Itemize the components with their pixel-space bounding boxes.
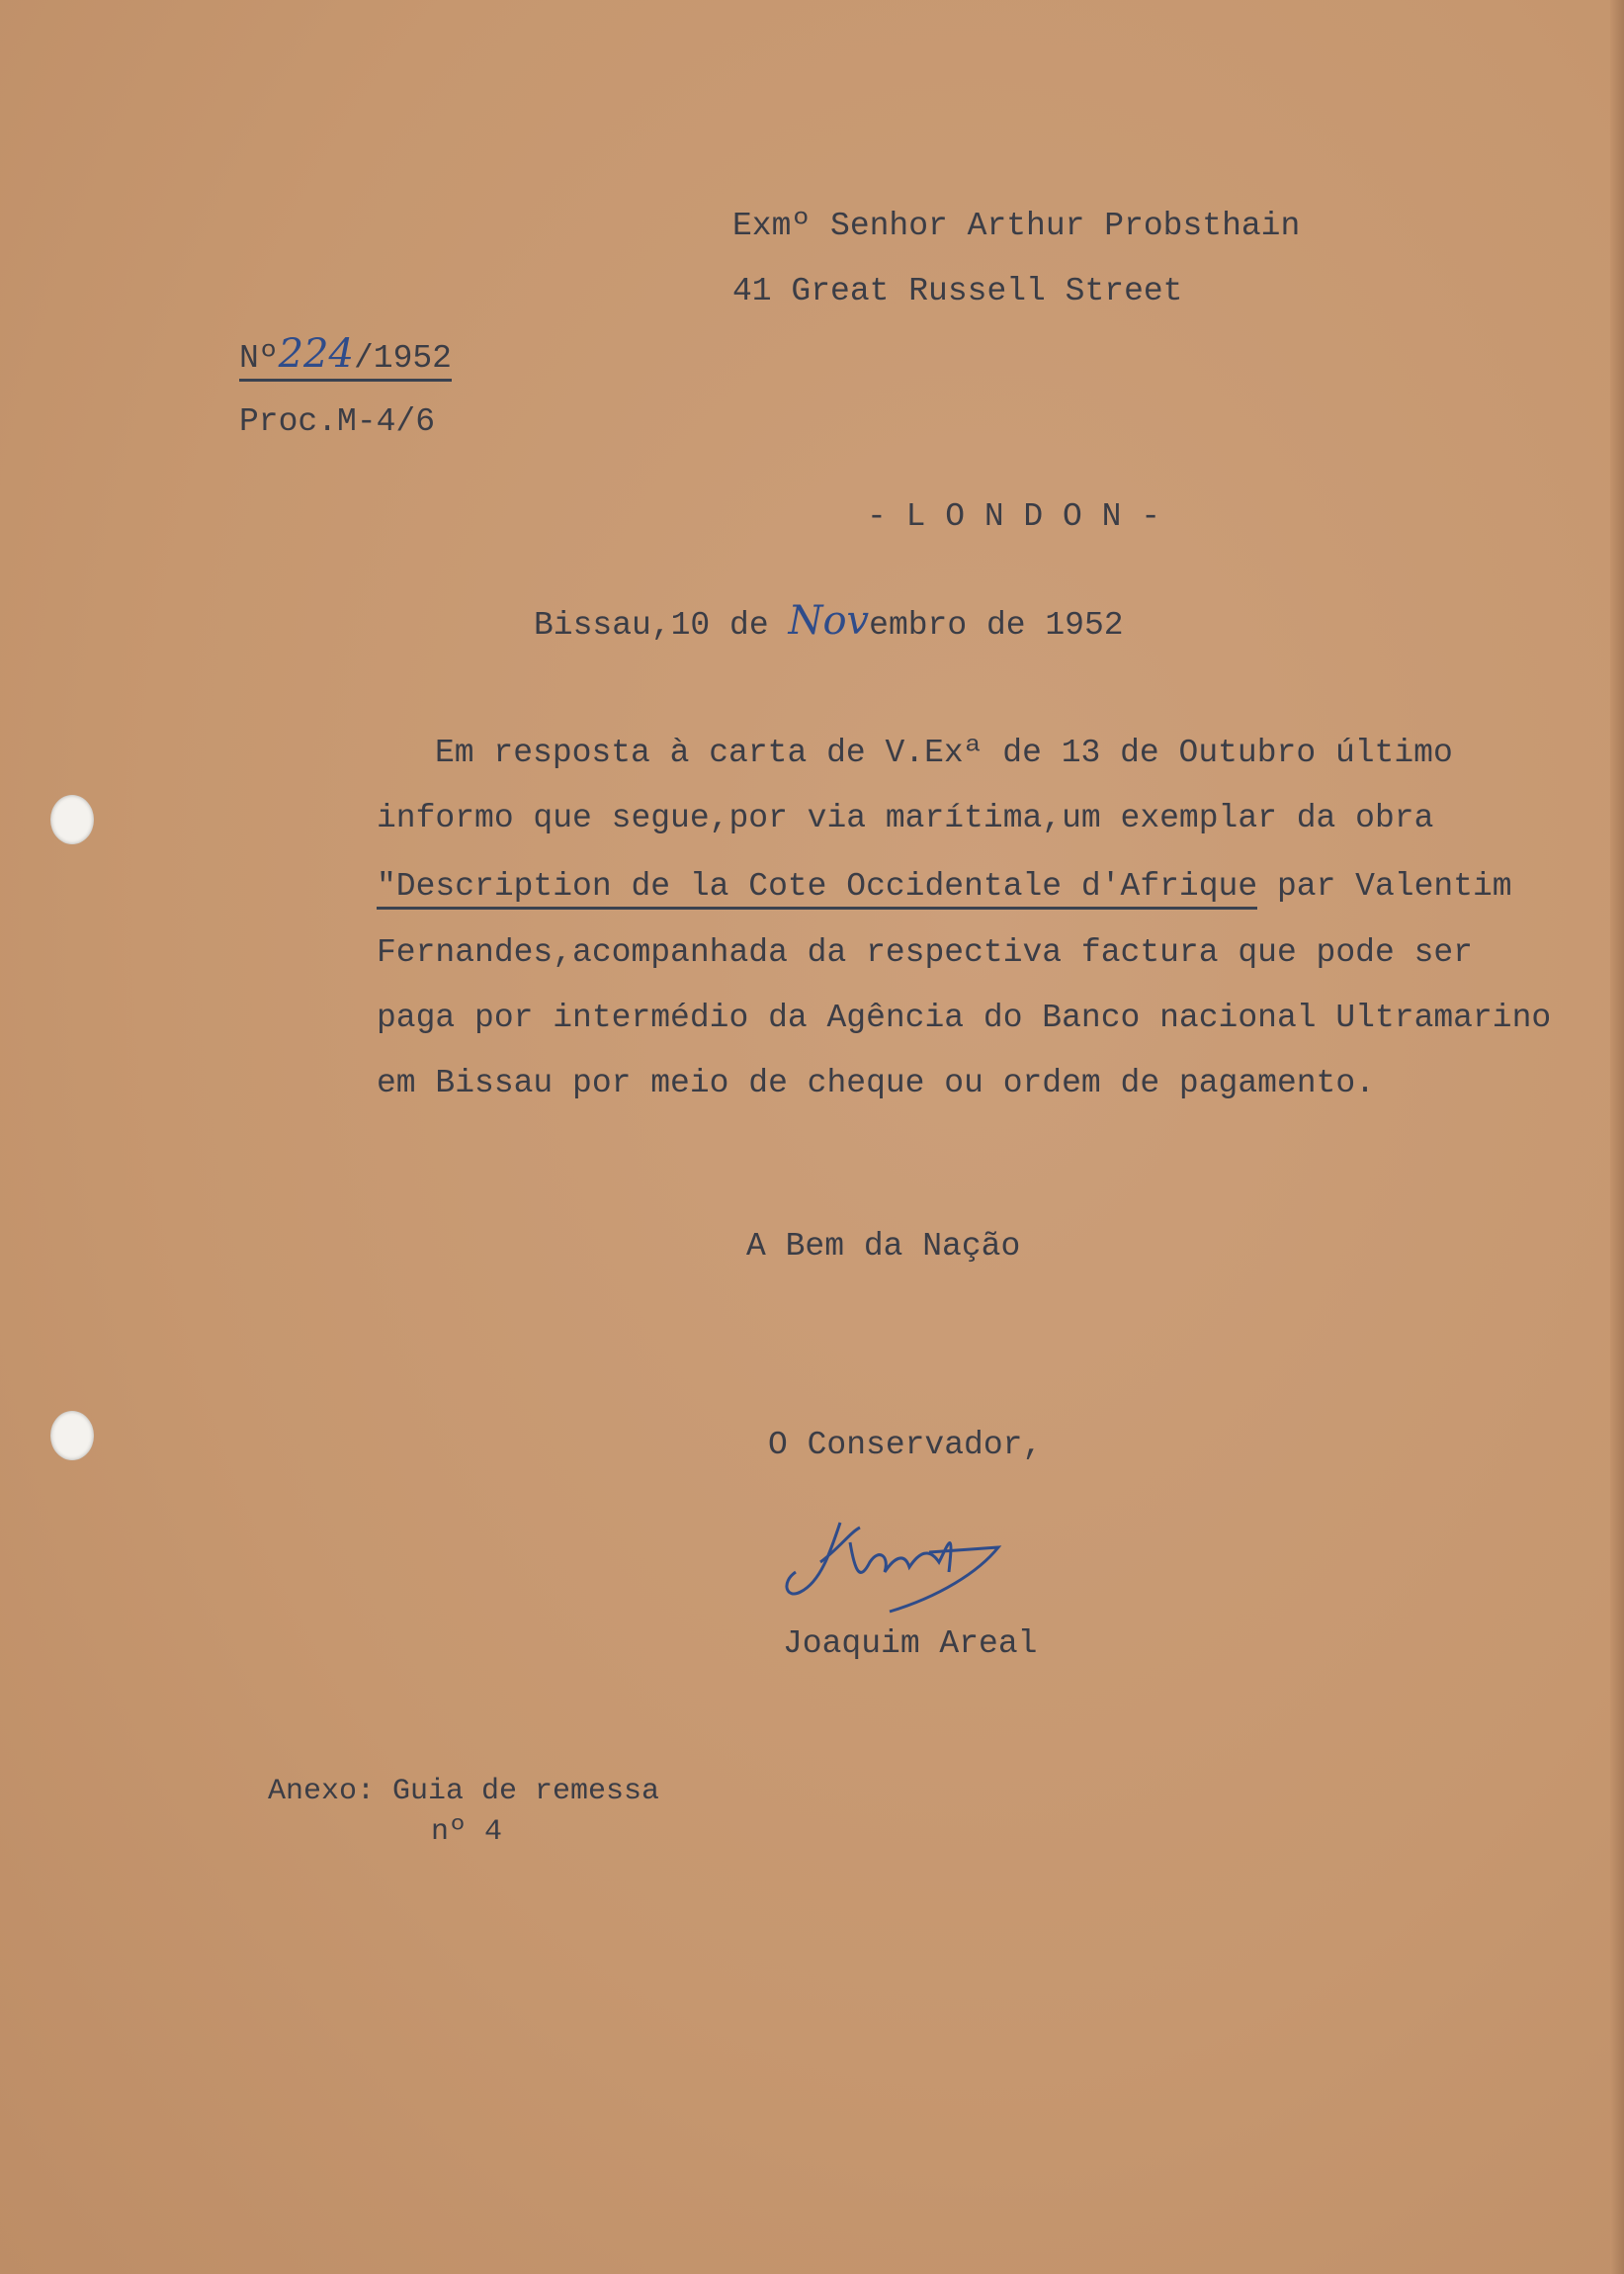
body-line: em Bissau por meio de cheque ou ordem de pagamento. xyxy=(377,1065,1375,1101)
ref-handwritten-number: 224 xyxy=(278,331,354,377)
date-month-handwritten: Nov xyxy=(788,598,870,644)
date-line xyxy=(534,598,1124,644)
annex-number: nº 4 xyxy=(431,1815,503,1849)
body-line xyxy=(377,870,1512,903)
process-reference: Proc.M-4/6 xyxy=(239,403,436,440)
recipient-city: - L O N D O N - xyxy=(867,498,1161,535)
salutation: A Bem da Nação xyxy=(746,1228,1021,1265)
body-line: informo que segue,por via marítima,um exemplar da obra xyxy=(377,800,1434,836)
ref-year: /1952 xyxy=(353,340,452,377)
punch-hole xyxy=(50,795,94,844)
signatory-name: Joaquim Areal xyxy=(783,1625,1038,1662)
body-line: Em resposta à carta de V.Exª de 13 de Outubro último xyxy=(435,735,1453,771)
body-line: paga por intermédio da Agência do Banco nacional Ultramarino xyxy=(377,1000,1552,1036)
annex-label: Anexo: Guia de remessa xyxy=(268,1775,660,1808)
body-line: Fernandes,acompanhada da respectiva factura que pode ser xyxy=(377,934,1473,971)
body-line-end: par Valentim xyxy=(1276,868,1512,905)
page-edge-shadow xyxy=(1610,0,1624,2274)
signatory-role: O Conservador, xyxy=(768,1427,1043,1463)
recipient-name: Exmº Senhor Arthur Probsthain xyxy=(732,208,1301,244)
punch-hole xyxy=(50,1411,94,1460)
recipient-address: 41 Great Russell Street xyxy=(732,273,1183,309)
reference-number xyxy=(239,331,452,377)
book-title: "Description de la Cote Occidentale d'Afrique xyxy=(377,868,1257,910)
ref-prefix: Nº xyxy=(239,340,279,377)
date-suffix: embro de 1952 xyxy=(869,607,1124,644)
handwritten-signature xyxy=(781,1513,1028,1621)
date-prefix: Bissau,10 de xyxy=(534,607,789,644)
